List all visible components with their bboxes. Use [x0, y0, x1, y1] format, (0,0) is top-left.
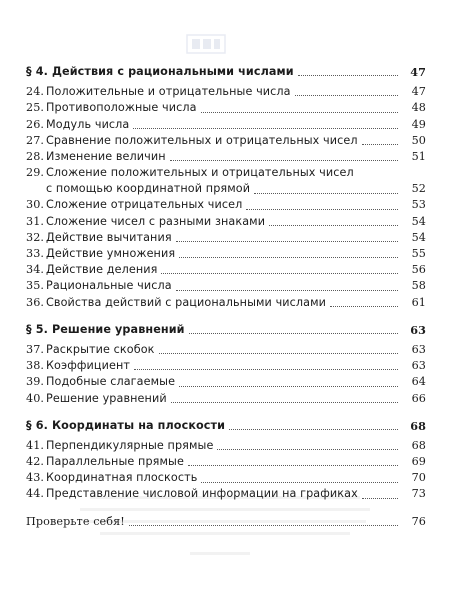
dot-leader [176, 241, 398, 242]
page-number: 63 [411, 359, 426, 373]
toc-entry[interactable] [26, 262, 426, 278]
entry-number: 31. [26, 214, 45, 228]
entry-title: Действие вычитания [46, 230, 172, 244]
page-number: 52 [411, 182, 426, 196]
table-of-contents [26, 64, 426, 530]
dot-leader [201, 482, 398, 483]
page-number: 56 [411, 263, 426, 277]
entry-title: Решение уравнений [46, 391, 167, 405]
dot-leader [254, 193, 398, 194]
entry-number: 33. [26, 247, 45, 261]
page-number: 47 [410, 64, 426, 79]
dot-leader [295, 95, 398, 96]
entry-title: с помощью координатной прямой [46, 182, 251, 196]
section-title: Решение уравнений [51, 322, 185, 336]
toc-section [26, 64, 426, 311]
dot-leader [362, 498, 398, 499]
dot-leader [134, 369, 398, 370]
dot-leader [229, 429, 398, 430]
dot-leader [246, 209, 398, 210]
dot-leader [179, 386, 398, 387]
page-number: 73 [411, 487, 426, 501]
entry-title: Действие деления [46, 263, 158, 277]
entry-number: 24. [26, 85, 45, 99]
page-number: 55 [411, 247, 426, 261]
toc-entry[interactable] [26, 246, 426, 262]
entry-number: 36. [26, 295, 45, 309]
toc-entry[interactable] [26, 100, 426, 116]
entry-number: 40. [26, 391, 45, 405]
entry-title: Сравнение положительных и отрицательных чисел [46, 133, 358, 147]
dot-leader [362, 144, 398, 145]
entry-number: 35. [26, 279, 45, 293]
entry-number: 38. [26, 359, 45, 373]
page-number: 48 [411, 101, 426, 115]
page-number: 70 [411, 471, 426, 485]
page-number: 51 [411, 149, 426, 163]
dot-leader [159, 353, 398, 354]
page-number: 54 [411, 230, 426, 244]
entry-number: 28. [26, 149, 45, 163]
page-number: 58 [411, 279, 426, 293]
self-check-title: Проверьте себя! [26, 514, 125, 528]
page-number: 53 [411, 198, 426, 212]
page-number: 68 [410, 418, 426, 433]
section-heading[interactable] [26, 418, 426, 434]
entry-number: 39. [26, 375, 45, 389]
toc-entry[interactable] [26, 470, 426, 486]
section-heading[interactable] [26, 322, 426, 338]
section-number: § 5. [26, 322, 48, 336]
toc-entry[interactable] [26, 181, 426, 197]
page-number: 61 [411, 295, 426, 309]
entry-number: 29. [26, 166, 45, 180]
entry-title: Параллельные прямые [46, 455, 184, 469]
page-number: 68 [411, 438, 426, 452]
entry-title: Сложение чисел с разными знаками [46, 214, 266, 228]
toc-entry[interactable] [26, 117, 426, 133]
toc-entry[interactable] [26, 342, 426, 358]
entry-number: 37. [26, 342, 45, 356]
dot-leader [176, 290, 398, 291]
entry-number: 26. [26, 117, 45, 131]
page-number: 69 [411, 455, 426, 469]
page-number: 49 [411, 117, 426, 131]
entry-number: 42. [26, 455, 45, 469]
section-heading[interactable] [26, 64, 426, 80]
faint-stamp-mark [186, 34, 226, 54]
entry-number: 27. [26, 133, 45, 147]
entry-title: Свойства действий с рациональными числами [46, 295, 327, 309]
page-number: 64 [411, 375, 426, 389]
entry-title: Рациональные числа [46, 279, 172, 293]
toc-entry[interactable] [26, 278, 426, 294]
dot-leader [189, 333, 398, 334]
toc-section [26, 418, 426, 503]
toc-entry[interactable] [26, 295, 426, 311]
toc-entry[interactable] [26, 358, 426, 374]
entry-title: Раскрытие скобок [46, 342, 155, 356]
entry-title: Представление числовой информации на графиках [46, 487, 358, 501]
dot-leader [171, 402, 398, 403]
page-number: 66 [411, 391, 426, 405]
section-number: § 6. [26, 418, 48, 432]
dot-leader [161, 273, 398, 274]
section-number: § 4. [26, 64, 48, 78]
toc-entry[interactable] [26, 214, 426, 230]
entry-number: 44. [26, 487, 45, 501]
page-number: 47 [411, 85, 426, 99]
toc-entry[interactable] [26, 149, 426, 165]
toc-section [26, 322, 426, 407]
entry-number: 34. [26, 263, 45, 277]
entry-title: Сложение положительных и отрицательных чисел [46, 166, 354, 180]
section-title: Координаты на плоскости [51, 418, 226, 432]
page-number: 63 [411, 342, 426, 356]
entry-title: Подобные слагаемые [46, 375, 176, 389]
self-check-entry[interactable] [26, 514, 426, 530]
section-title: Действия с рациональными числами [51, 64, 294, 78]
entry-number: 43. [26, 471, 45, 485]
toc-entry[interactable] [26, 438, 426, 454]
entry-title: Действие умножения [46, 247, 176, 261]
dot-leader [188, 465, 398, 466]
dot-leader [217, 449, 398, 450]
dot-leader [170, 160, 398, 161]
entry-number: 30. [26, 198, 45, 212]
entry-title: Сложение отрицательных чисел [46, 198, 243, 212]
toc-entry[interactable] [26, 198, 426, 214]
page-number: 76 [411, 514, 426, 528]
entry-number: 25. [26, 101, 45, 115]
toc-entry[interactable] [26, 230, 426, 246]
toc-entry[interactable] [26, 454, 426, 470]
entry-title: Перпендикулярные прямые [46, 438, 214, 452]
toc-entry[interactable] [26, 487, 426, 503]
entry-title: Координатная плоскость [46, 471, 198, 485]
dot-leader [298, 75, 398, 76]
toc-entry[interactable] [26, 374, 426, 390]
entry-title: Коэффициент [46, 359, 131, 373]
entry-number: 32. [26, 230, 45, 244]
entry-number: 41. [26, 438, 45, 452]
entry-title: Изменение величин [46, 149, 166, 163]
entry-title: Модуль числа [46, 117, 130, 131]
toc-entry[interactable] [26, 84, 426, 100]
dot-leader [129, 525, 398, 526]
toc-entry[interactable] [26, 165, 426, 181]
page-number: 54 [411, 214, 426, 228]
entry-title: Противоположные числа [46, 101, 197, 115]
dot-leader [269, 225, 398, 226]
page-number: 63 [410, 322, 426, 337]
dot-leader [133, 128, 398, 129]
dot-leader [201, 112, 398, 113]
dot-leader [330, 306, 398, 307]
page-number: 50 [411, 133, 426, 147]
dot-leader [179, 257, 398, 258]
entry-title: Положительные и отрицательные числа [46, 85, 291, 99]
toc-entry[interactable] [26, 391, 426, 407]
toc-entry[interactable] [26, 133, 426, 149]
